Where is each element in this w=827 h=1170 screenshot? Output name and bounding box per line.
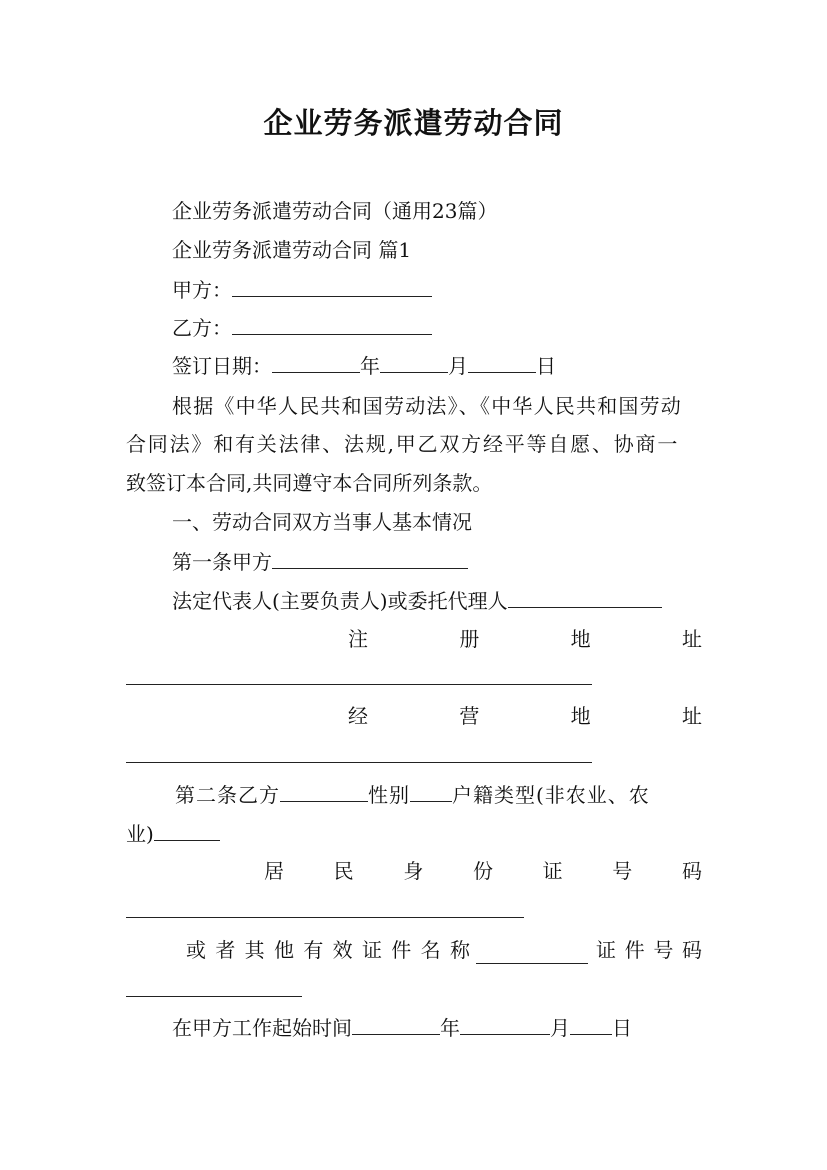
party-b-row xyxy=(172,314,432,342)
char: 号 xyxy=(653,938,674,962)
party-a-name-blank xyxy=(272,548,468,569)
char: 民 xyxy=(333,859,354,883)
business-address-blank xyxy=(126,762,592,763)
start-month-blank xyxy=(460,1014,550,1035)
char: 名 xyxy=(420,938,441,962)
id-number-blank xyxy=(126,917,524,918)
sign-month-label: 月 xyxy=(448,354,468,378)
char: 地 xyxy=(570,627,591,651)
other-id-label xyxy=(186,936,470,964)
business-address-label xyxy=(348,702,702,730)
document-title: 企业劳务派遣劳动合同 xyxy=(263,106,564,140)
intro-line-3: 致签订本合同,共同遵守本合同所列条款。 xyxy=(126,471,493,495)
representative-blank xyxy=(508,587,662,608)
party-b-label: 乙方： xyxy=(172,316,232,340)
sign-year-blank xyxy=(272,352,360,373)
party-b-name-blank xyxy=(280,781,368,802)
gender-label: 性别 xyxy=(368,783,410,807)
char: 身 xyxy=(403,859,424,883)
char: 码 xyxy=(681,938,702,962)
sign-date-label: 签订日期： xyxy=(172,354,272,378)
party-a-row xyxy=(172,276,432,304)
char: 址 xyxy=(681,627,702,651)
char: 效 xyxy=(332,938,353,962)
start-time-row xyxy=(172,1014,632,1042)
party-a-blank xyxy=(232,276,432,297)
household-type-cont: 业) xyxy=(126,822,154,846)
document-subtitle: 企业劳务派遣劳动合同（通用23篇） xyxy=(172,199,498,223)
char: 份 xyxy=(472,859,493,883)
char: 有 xyxy=(303,938,324,962)
char: 注 xyxy=(348,627,368,651)
char: 码 xyxy=(681,859,702,883)
sign-month-blank xyxy=(380,352,448,373)
char: 证 xyxy=(596,938,616,962)
char: 证 xyxy=(542,859,563,883)
char: 或 xyxy=(186,938,206,962)
household-type-label: 户籍类型(非农业、农 xyxy=(452,783,650,807)
char: 他 xyxy=(273,938,294,962)
char: 件 xyxy=(624,938,645,962)
party-b-blank xyxy=(232,314,432,335)
char: 件 xyxy=(391,938,412,962)
party-a-label: 甲方： xyxy=(172,278,232,302)
household-type-row xyxy=(126,820,220,848)
representative-label: 法定代表人(主要负责人)或委托代理人 xyxy=(172,589,508,613)
intro-line-1: 根据《中华人民共和国劳动法》、《中华人民共和国劳动 xyxy=(172,394,682,418)
representative-row xyxy=(172,587,662,615)
start-day-blank xyxy=(570,1014,612,1035)
other-id-number-blank xyxy=(126,996,302,997)
other-id-number-label xyxy=(596,936,702,964)
start-year-label: 年 xyxy=(440,1016,460,1040)
start-time-label: 在甲方工作起始时间 xyxy=(172,1016,352,1040)
char: 经 xyxy=(348,704,368,728)
id-number-label xyxy=(264,857,702,885)
article2-row xyxy=(175,781,650,809)
char: 址 xyxy=(681,704,702,728)
char: 册 xyxy=(459,627,480,651)
char: 其 xyxy=(244,938,265,962)
char: 号 xyxy=(612,859,633,883)
start-year-blank xyxy=(352,1014,440,1035)
char: 称 xyxy=(449,938,470,962)
clause-heading: 一、劳动合同双方当事人基本情况 xyxy=(172,510,472,534)
start-month-label: 月 xyxy=(550,1016,570,1040)
other-id-name-blank xyxy=(476,943,588,964)
sign-day-blank xyxy=(468,352,536,373)
intro-line-2: 合同法》和有关法律、法规,甲乙双方经平等自愿、协商一 xyxy=(126,432,680,456)
char: 营 xyxy=(459,704,480,728)
section-heading: 企业劳务派遣劳动合同 篇1 xyxy=(172,238,412,262)
char: 者 xyxy=(215,938,236,962)
household-type-blank xyxy=(154,820,220,841)
registered-address-blank xyxy=(126,684,592,685)
sign-date-row xyxy=(172,352,556,380)
char: 居 xyxy=(264,859,284,883)
start-day-label: 日 xyxy=(612,1016,632,1040)
sign-year-label: 年 xyxy=(360,354,380,378)
sign-day-label: 日 xyxy=(536,354,556,378)
gender-blank xyxy=(410,781,452,802)
registered-address-label xyxy=(348,625,702,653)
other-id-row xyxy=(186,936,702,964)
char: 地 xyxy=(570,704,591,728)
article1-row xyxy=(172,548,468,576)
article2-label: 第二条乙方 xyxy=(175,783,280,807)
article1-label: 第一条甲方 xyxy=(172,550,272,574)
char: 证 xyxy=(361,938,382,962)
